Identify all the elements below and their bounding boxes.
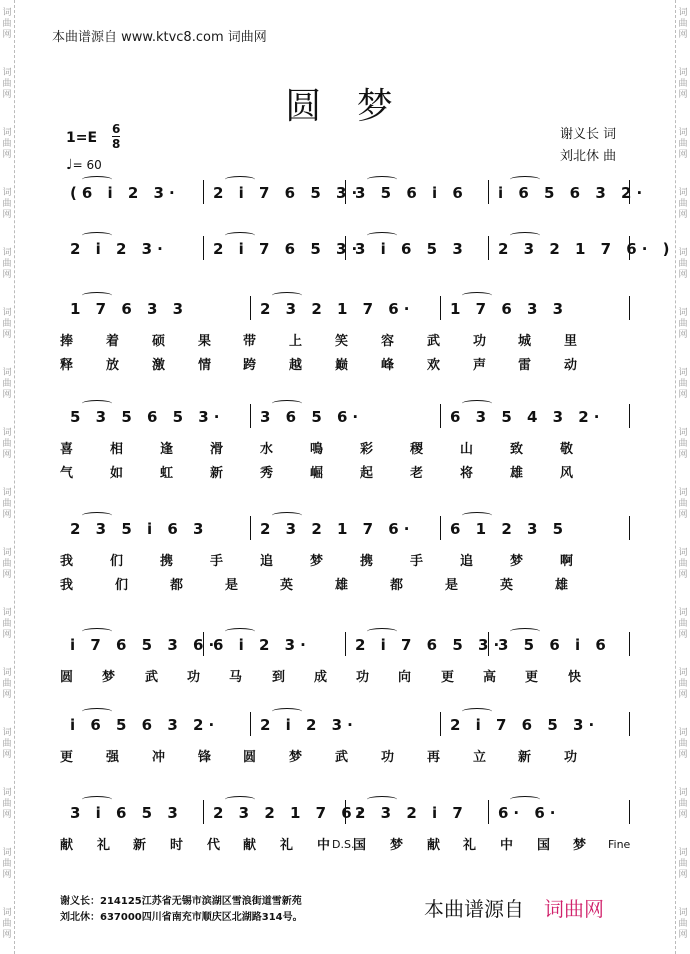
notation-line [60, 240, 675, 264]
lyric-char: 新 [133, 838, 149, 853]
measure-notes: 6 i 2 3· [213, 636, 311, 654]
lyric-char: 冲 [152, 750, 168, 765]
key-signature: 1=E [66, 130, 98, 146]
barline [629, 296, 630, 320]
barline [629, 712, 630, 736]
lyric-char: 声 [473, 358, 489, 373]
lyric-char: 鳴 [310, 442, 326, 457]
measure-notes: 6 1 2 3 5 [450, 520, 569, 538]
barline [250, 516, 251, 540]
barline [250, 296, 251, 320]
lyric-char: 们 [110, 554, 126, 569]
lyric-char: 时 [170, 838, 186, 853]
measure-notes: i 6 5 6 3 2· [70, 716, 220, 734]
lyric-char: 功 [473, 334, 489, 349]
watermark-text: 词 曲 网 [2, 788, 12, 820]
lyric-char: 上 [289, 334, 305, 349]
notation-line [60, 520, 630, 544]
lyric-line [60, 574, 630, 594]
barline [629, 516, 630, 540]
watermark-text: 词 曲 网 [678, 428, 688, 460]
lyric-char: 英 [280, 578, 296, 593]
measure-notes: 3 5 6 i 6 [498, 636, 611, 654]
lyric-char: 携 [360, 554, 376, 569]
barline [440, 296, 441, 320]
lyric-char: 英 [500, 578, 516, 593]
lyric-char: 致 [510, 442, 526, 457]
credits [560, 124, 616, 168]
lyric-char: 是 [225, 578, 241, 593]
slur-mark [82, 628, 112, 635]
barline [250, 404, 251, 428]
slur-mark [82, 796, 112, 803]
lyric-char: 锋 [198, 750, 214, 765]
lyric-char: 老 [410, 466, 426, 481]
measure-notes: 2 i 2 3· [260, 716, 358, 734]
lyric-char: 更 [525, 670, 541, 685]
lyric-char: 雄 [555, 578, 571, 593]
barline [488, 800, 489, 824]
lyric-line [60, 746, 630, 766]
measure-notes: 2 i 7 6 5 3· [355, 636, 505, 654]
barline [629, 404, 630, 428]
lyric-char: 崛 [310, 466, 326, 481]
watermark-text: 词 曲 网 [2, 488, 12, 520]
measure-notes: 2 3 2 i 7 [355, 804, 468, 822]
measure-notes: 3 i 6 5 3 [70, 804, 183, 822]
lyric-char: 敬 [560, 442, 576, 457]
slur-mark [510, 232, 540, 239]
slur-mark [462, 292, 492, 299]
lyric-char: 圆 [243, 750, 259, 765]
watermark-text: 词 曲 网 [678, 68, 688, 100]
measure-notes: 5 3 5 6 5 3· [70, 408, 225, 426]
measure-notes: 3 i 6 5 3 [355, 240, 468, 258]
watermark-text: 词 曲 网 [2, 188, 12, 220]
lyric-char: 山 [460, 442, 476, 457]
lyric-char: 巅 [335, 358, 351, 373]
notation-line [60, 184, 648, 208]
lyric-char: 马 [229, 670, 245, 685]
meter-bottom: 8 [112, 137, 121, 151]
right-margin-watermark [675, 0, 690, 954]
watermark-text: 词 曲 网 [2, 608, 12, 640]
lyric-char: 新 [518, 750, 534, 765]
lyric-char: 更 [441, 670, 457, 685]
lyric-char: 我 [60, 554, 76, 569]
lyric-char: 武 [335, 750, 351, 765]
lyric-char: 功 [356, 670, 372, 685]
lyric-char: 容 [381, 334, 397, 349]
slur-mark [82, 708, 112, 715]
measure-notes: 1 7 6 3 3 [70, 300, 189, 318]
notation-line [60, 408, 630, 432]
watermark-text: 词 曲 网 [678, 728, 688, 760]
lyric-char: 梦 [289, 750, 305, 765]
watermark-text: 词 曲 网 [2, 8, 12, 40]
lyric-char: 新 [210, 466, 226, 481]
contact-composer: 刘北休：637000四川省南充市顺庆区北湖路314号。 [60, 912, 303, 923]
measure-notes: 6· 6· [498, 804, 561, 822]
lyric-char: 功 [381, 750, 397, 765]
measure-notes: 3 5 6 i 6 [355, 184, 468, 202]
composer-credit: 刘北休 曲 [560, 149, 617, 164]
watermark-text: 词 曲 网 [2, 368, 12, 400]
lyric-char: 献 [60, 838, 76, 853]
barline [488, 180, 489, 204]
notation-line [60, 636, 630, 660]
lyric-char: 献 [243, 838, 259, 853]
lyric-char: 强 [106, 750, 122, 765]
lyric-char: 相 [110, 442, 126, 457]
lyric-line [60, 354, 630, 374]
slur-mark [367, 232, 397, 239]
time-signature [112, 122, 120, 151]
lyric-char: 都 [170, 578, 186, 593]
measure-notes: i 7 6 5 3 6· [70, 636, 220, 654]
barline [203, 236, 204, 260]
lyric-char: 都 [390, 578, 406, 593]
barline [629, 800, 630, 824]
slur-mark [225, 796, 255, 803]
watermark-text: 词 曲 网 [678, 548, 688, 580]
lyric-char: 国 [537, 838, 553, 853]
watermark-text: 词 曲 网 [2, 908, 12, 940]
watermark-text: 词 曲 网 [2, 128, 12, 160]
slur-mark [510, 796, 540, 803]
lyric-char: 秀 [260, 466, 276, 481]
lyric-char: 滑 [210, 442, 226, 457]
lyric-char: 风 [560, 466, 576, 481]
lyric-char: 雄 [510, 466, 526, 481]
slur-mark [462, 708, 492, 715]
slur-mark [367, 628, 397, 635]
watermark-text: 词 曲 网 [2, 668, 12, 700]
lyric-char: 献 [427, 838, 443, 853]
footer-brand-site: 词曲网 [544, 897, 604, 921]
lyric-char: 逢 [160, 442, 176, 457]
slur-mark [367, 176, 397, 183]
lyric-char: 捧 [60, 334, 76, 349]
watermark-text: 词 曲 网 [2, 248, 12, 280]
lyric-line [60, 666, 630, 686]
lyric-char: 起 [360, 466, 376, 481]
watermark-text: 词 曲 网 [2, 548, 12, 580]
lyric-char: 代 [207, 838, 223, 853]
lyric-char: 梦 [573, 838, 589, 853]
lyric-char: 放 [106, 358, 122, 373]
lyric-char: 硕 [152, 334, 168, 349]
slur-mark [82, 400, 112, 407]
watermark-text: 词 曲 网 [678, 668, 688, 700]
watermark-text: 词 曲 网 [678, 368, 688, 400]
watermark-text: 词 曲 网 [2, 728, 12, 760]
lyric-char: 到 [272, 670, 288, 685]
footer-brand [424, 893, 604, 922]
watermark-text: 词 曲 网 [678, 788, 688, 820]
lyric-char: 们 [115, 578, 131, 593]
slur-mark [225, 628, 255, 635]
ds-mark: D.S. [332, 838, 355, 851]
lyric-char: 礼 [463, 838, 479, 853]
lyric-char: 携 [160, 554, 176, 569]
lyric-char: 释 [60, 358, 76, 373]
lyric-char: 功 [187, 670, 203, 685]
watermark-text: 词 曲 网 [2, 428, 12, 460]
slur-mark [82, 292, 112, 299]
lyric-char: 喜 [60, 442, 76, 457]
lyric-char: 如 [110, 466, 126, 481]
slur-mark [272, 400, 302, 407]
slur-mark [510, 628, 540, 635]
lyric-char: 水 [260, 442, 276, 457]
lyric-char: 更 [60, 750, 76, 765]
notation-line [60, 300, 630, 324]
lyric-char: 笑 [335, 334, 351, 349]
slur-mark [82, 176, 112, 183]
watermark-text: 词 曲 网 [2, 308, 12, 340]
watermark-text: 词 曲 网 [678, 848, 688, 880]
lyric-char: 礼 [280, 838, 296, 853]
barline [250, 712, 251, 736]
lyric-char: 激 [152, 358, 168, 373]
lyric-char: 成 [314, 670, 330, 685]
footer-brand-prefix: 本曲谱源自 [424, 897, 524, 921]
barline [203, 800, 204, 824]
lyric-char: 稷 [410, 442, 426, 457]
lyric-char: 越 [289, 358, 305, 373]
lyric-char: 追 [460, 554, 476, 569]
watermark-text: 词 曲 网 [678, 608, 688, 640]
measure-notes: i 6 5 6 3 2· [498, 184, 648, 202]
measure-notes: 2 3 2 1 7 6· ) [498, 240, 675, 258]
watermark-text: 词 曲 网 [678, 908, 688, 940]
lyric-char: 手 [410, 554, 426, 569]
lyric-char: 着 [106, 334, 122, 349]
notation-line [60, 804, 630, 828]
contact-info [60, 894, 303, 926]
barline [629, 632, 630, 656]
lyric-char: 动 [564, 358, 580, 373]
lyric-char: 果 [198, 334, 214, 349]
lyric-char: 武 [145, 670, 161, 685]
watermark-text: 词 曲 网 [678, 248, 688, 280]
measure-notes: 6 3 5 4 3 2· [450, 408, 605, 426]
barline [440, 712, 441, 736]
lyric-char: 将 [460, 466, 476, 481]
slur-mark [272, 708, 302, 715]
lyric-char: 功 [564, 750, 580, 765]
source-credit: 本曲谱源自 www.ktvc8.com 词曲网 [52, 30, 267, 45]
slur-mark [225, 176, 255, 183]
lyric-char: 情 [198, 358, 214, 373]
lyric-char: 再 [427, 750, 443, 765]
lyric-line [60, 330, 630, 350]
lyricist-credit: 谢义长 词 [560, 127, 617, 142]
lyric-char: 带 [243, 334, 259, 349]
barline [440, 404, 441, 428]
lyric-char: 虹 [160, 466, 176, 481]
song-title: 圆 梦 [285, 86, 405, 127]
lyric-char: 立 [473, 750, 489, 765]
lyric-char: 快 [568, 670, 584, 685]
lyric-char: 跨 [243, 358, 259, 373]
measure-notes: 2 3 2 1 7 6· [260, 300, 415, 318]
lyric-char: 梦 [102, 670, 118, 685]
watermark-text: 词 曲 网 [2, 848, 12, 880]
watermark-text: 词 曲 网 [678, 188, 688, 220]
barline [203, 180, 204, 204]
barline [345, 632, 346, 656]
lyric-line [60, 438, 630, 458]
measure-notes: 2 i 7 6 5 3· [213, 240, 363, 258]
measure-notes: 1 7 6 3 3 [450, 300, 569, 318]
lyric-char: 峰 [381, 358, 397, 373]
lyric-char: 礼 [97, 838, 113, 853]
lyric-char: 中 [500, 838, 516, 853]
meter-top: 6 [112, 122, 121, 136]
lyric-char: 手 [210, 554, 226, 569]
lyric-char: 梦 [390, 838, 406, 853]
lyric-char: 是 [445, 578, 461, 593]
lyric-char: 梦 [510, 554, 526, 569]
lyric-char: 梦 [310, 554, 326, 569]
slur-mark [82, 512, 112, 519]
notation-line [60, 716, 630, 740]
lyric-char: 啊 [560, 554, 576, 569]
lyric-char: 雄 [335, 578, 351, 593]
slur-mark [225, 232, 255, 239]
measure-notes: (6 i 2 3· [70, 184, 180, 202]
watermark-text: 词 曲 网 [678, 308, 688, 340]
barline [440, 516, 441, 540]
lyric-char: 彩 [360, 442, 376, 457]
lyric-char: 我 [60, 578, 76, 593]
watermark-text: 词 曲 网 [678, 8, 688, 40]
measure-notes: 2 i 7 6 5 3· [213, 184, 363, 202]
tempo-mark: ♩= 60 [66, 157, 102, 173]
measure-notes: 2 3 5 i 6 3 [70, 520, 209, 538]
lyric-char: 武 [427, 334, 443, 349]
lyric-char: 追 [260, 554, 276, 569]
measure-notes: 2 3 2 1 7 6· [213, 804, 368, 822]
measure-notes: 3 6 5 6· [260, 408, 364, 426]
measure-notes: 2 i 7 6 5 3· [450, 716, 600, 734]
slur-mark [367, 796, 397, 803]
lyric-char: 高 [483, 670, 499, 685]
lyric-char: 里 [564, 334, 580, 349]
slur-mark [462, 512, 492, 519]
slur-mark [82, 232, 112, 239]
lyric-line [60, 550, 630, 570]
fine-mark: Fine [608, 838, 631, 851]
slur-mark [510, 176, 540, 183]
lyric-char: 中 [317, 838, 333, 853]
watermark-text: 词 曲 网 [678, 128, 688, 160]
lyric-char: 城 [518, 334, 534, 349]
barline [488, 236, 489, 260]
watermark-text: 词 曲 网 [2, 68, 12, 100]
watermark-text: 词 曲 网 [678, 488, 688, 520]
lyric-char: 雷 [518, 358, 534, 373]
left-margin-watermark [0, 0, 15, 954]
lyric-char: 向 [398, 670, 414, 685]
measure-notes: 2 i 2 3· [70, 240, 168, 258]
quarter-note-icon: ♩ [66, 157, 73, 173]
lyric-char: 欢 [427, 358, 443, 373]
lyric-char: 气 [60, 466, 76, 481]
lyric-char: 国 [353, 838, 369, 853]
slur-mark [462, 400, 492, 407]
slur-mark [272, 292, 302, 299]
measure-notes: 2 3 2 1 7 6· [260, 520, 415, 538]
lyric-char: 圆 [60, 670, 76, 685]
lyric-line [60, 462, 630, 482]
slur-mark [272, 512, 302, 519]
contact-lyricist: 谢义长：214125江苏省无锡市滨湖区雪浪街道雪新苑 [60, 896, 302, 907]
